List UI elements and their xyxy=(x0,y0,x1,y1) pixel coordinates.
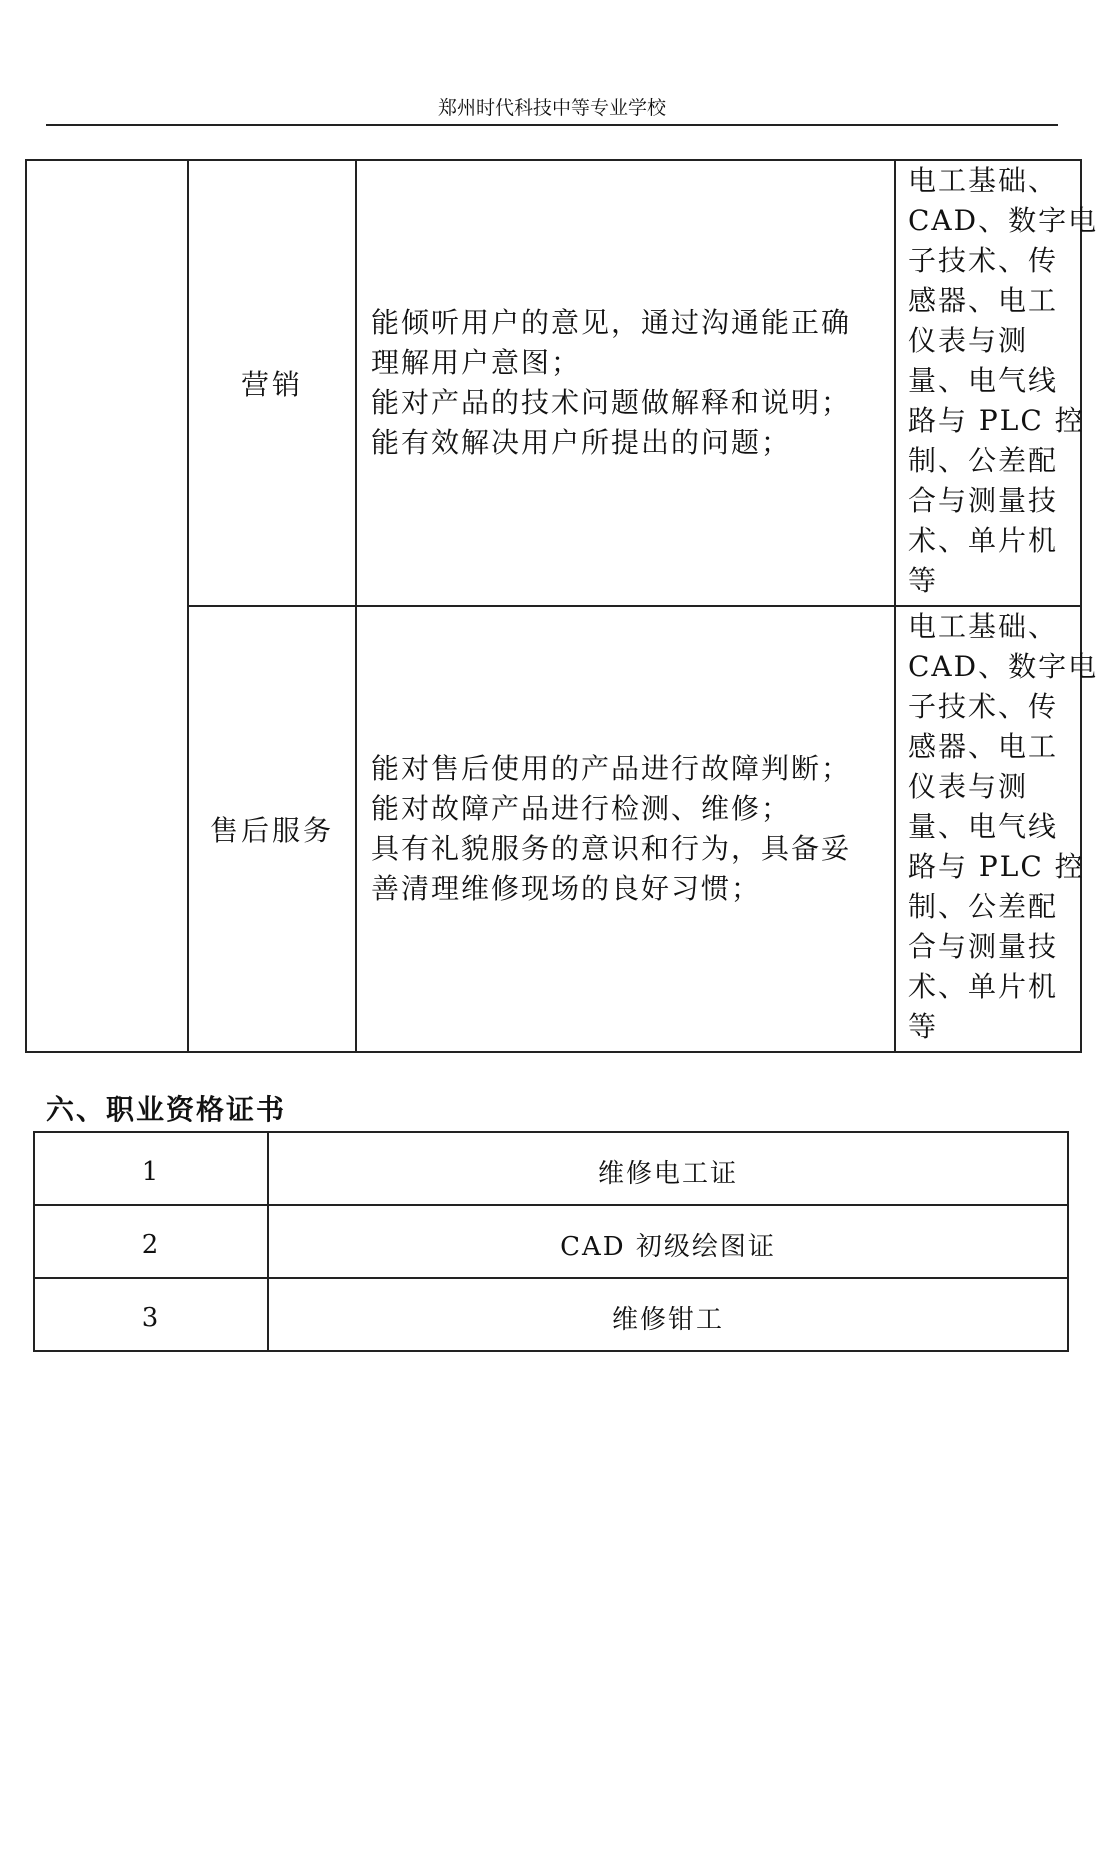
course-line: 电工基础、 xyxy=(908,164,1059,197)
course-line: 路与 PLC 控 xyxy=(908,850,1085,883)
course-line: 量、电气线 xyxy=(908,810,1059,843)
certificate-name: 维修电工证 xyxy=(268,1132,1068,1205)
ability-line: 能对产品的技术问题做解释和说明； xyxy=(371,386,852,419)
category-cell xyxy=(26,160,188,1052)
ability-line: 善清理维修现场的良好习惯； xyxy=(371,872,762,905)
position-cell: 营销 xyxy=(188,160,356,606)
course-line: 合与测量技 xyxy=(908,930,1059,963)
ability-line: 能对售后使用的产品进行故障判断； xyxy=(371,752,852,785)
course-line: CAD、数字电 xyxy=(908,650,1099,683)
table-row xyxy=(34,1278,1068,1351)
table-row xyxy=(34,1132,1068,1205)
abilities-cell xyxy=(356,160,895,606)
certificate-name: 维修钳工 xyxy=(268,1278,1068,1351)
ability-table xyxy=(25,159,1099,1053)
course-line: 等 xyxy=(908,1010,939,1043)
ability-line: 能有效解决用户所提出的问题； xyxy=(371,426,792,459)
course-line: 路与 PLC 控 xyxy=(908,404,1085,437)
position-cell: 售后服务 xyxy=(188,606,356,1052)
ability-line: 能倾听用户的意见，通过沟通能正确 xyxy=(371,306,852,339)
table-row xyxy=(34,1205,1068,1278)
certificate-number: 3 xyxy=(34,1278,268,1351)
course-line: 术、单片机 xyxy=(908,524,1059,557)
course-line: 子技术、传 xyxy=(908,690,1059,723)
courses-cell xyxy=(895,160,1099,606)
course-line: 感器、电工 xyxy=(908,730,1059,763)
course-line: 术、单片机 xyxy=(908,970,1059,1003)
table-row xyxy=(26,160,1081,606)
course-line: 制、公差配 xyxy=(908,444,1059,477)
course-line: 仪表与测 xyxy=(908,324,1029,357)
section-title: 六、职业资格证书 xyxy=(46,1093,287,1126)
course-line: 合与测量技 xyxy=(908,484,1059,517)
certificate-table xyxy=(33,1131,1069,1352)
certificate-number: 1 xyxy=(34,1132,268,1205)
page-header: 郑州时代科技中等专业学校 xyxy=(437,97,666,119)
course-line: 子技术、传 xyxy=(908,244,1059,277)
course-line: 制、公差配 xyxy=(908,890,1059,923)
ability-line: 具有礼貌服务的意识和行为，具备妥 xyxy=(371,832,852,865)
ability-line: 理解用户意图； xyxy=(371,346,582,379)
course-line: 感器、电工 xyxy=(908,284,1059,317)
course-line: CAD、数字电 xyxy=(908,204,1099,237)
course-line: 量、电气线 xyxy=(908,364,1059,397)
abilities-cell xyxy=(356,606,895,1052)
header-divider xyxy=(46,124,1058,126)
course-line: 电工基础、 xyxy=(908,610,1059,643)
course-line: 等 xyxy=(908,564,939,597)
certificate-number: 2 xyxy=(34,1205,268,1278)
certificate-name: CAD 初级绘图证 xyxy=(268,1205,1068,1278)
course-line: 仪表与测 xyxy=(908,770,1029,803)
courses-cell xyxy=(895,606,1099,1052)
ability-line: 能对故障产品进行检测、维修； xyxy=(371,792,792,825)
